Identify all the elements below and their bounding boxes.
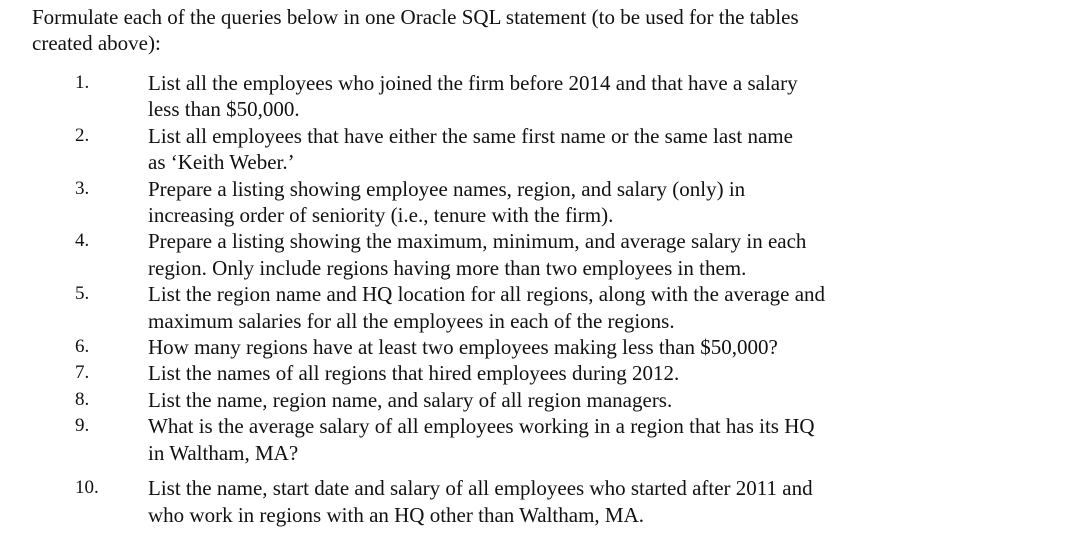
query-number: 6.: [75, 336, 90, 358]
query-number: 8.: [75, 388, 90, 410]
query-number: 10.: [75, 477, 99, 499]
query-text-line: Prepare a listing showing employee names, region, and salary (only) in: [148, 176, 746, 201]
query-item-8: [0, 387, 1067, 413]
query-text-line: increasing order of seniority (i.e., tenure with the firm).: [148, 203, 614, 228]
query-item-9: [0, 413, 1067, 466]
query-item-2: [0, 123, 1067, 176]
query-text: [148, 475, 1048, 528]
query-number: 5.: [75, 283, 90, 305]
query-number: 3.: [75, 177, 90, 199]
query-item-5: [0, 281, 1067, 334]
query-text: [148, 413, 1048, 466]
query-text-line: List the names of all regions that hired employees during 2012.: [148, 361, 680, 386]
query-text-line: List the name, start date and salary of all employees who started after 2011 and: [148, 476, 813, 501]
query-text-line: List all the employees who joined the firm before 2014 and that have a salary: [148, 71, 798, 95]
instructions-line-1: Formulate each of the queries below in one Oracle SQL statement (to be used for the tables: [32, 5, 799, 29]
query-item-1: [0, 70, 1067, 123]
query-text-line: maximum salaries for all the employees in each of the regions.: [148, 308, 675, 333]
query-text: [148, 387, 1048, 413]
query-item-7: [0, 360, 1067, 386]
query-number: 4.: [75, 230, 90, 252]
query-text-line: List the name, region name, and salary of all region managers.: [148, 387, 673, 412]
query-text: [148, 360, 1048, 386]
query-text: [148, 123, 1048, 176]
query-text: [148, 281, 1048, 334]
query-text-line: as ‘Keith Weber.’: [148, 150, 295, 175]
query-text-line: What is the average salary of all employees working in a region that has its HQ: [148, 414, 815, 439]
query-item-4: [0, 228, 1067, 281]
query-item-10: [0, 475, 1067, 528]
query-number: 9.: [75, 415, 90, 437]
query-text-line: less than $50,000.: [148, 97, 300, 122]
query-number: 1.: [75, 72, 90, 93]
query-text-line: Prepare a listing showing the maximum, minimum, and average salary in each: [148, 229, 807, 254]
query-item-6: [0, 334, 1067, 360]
query-text-line: How many regions have at least two employees making less than $50,000?: [148, 335, 778, 360]
instructions-paragraph: [32, 4, 1032, 56]
query-text-line: List all employees that have either the same first name or the same last name: [148, 123, 793, 148]
query-text: [148, 334, 1048, 360]
query-text-line: who work in regions with an HQ other than Waltham, MA.: [148, 502, 645, 527]
query-text-line: in Waltham, MA?: [148, 440, 299, 465]
query-text: [148, 70, 1048, 123]
query-text: [148, 176, 1048, 229]
query-text-line: region. Only include regions having more than two employees in them.: [148, 255, 747, 280]
query-text-line: List the region name and HQ location for all regions, along with the average and: [148, 282, 826, 307]
instructions-line-2: created above):: [32, 31, 161, 55]
query-text: [148, 228, 1048, 281]
query-list: [0, 70, 1067, 528]
query-item-3: [0, 176, 1067, 229]
query-number: 7.: [75, 362, 90, 384]
query-number: 2.: [75, 124, 90, 146]
